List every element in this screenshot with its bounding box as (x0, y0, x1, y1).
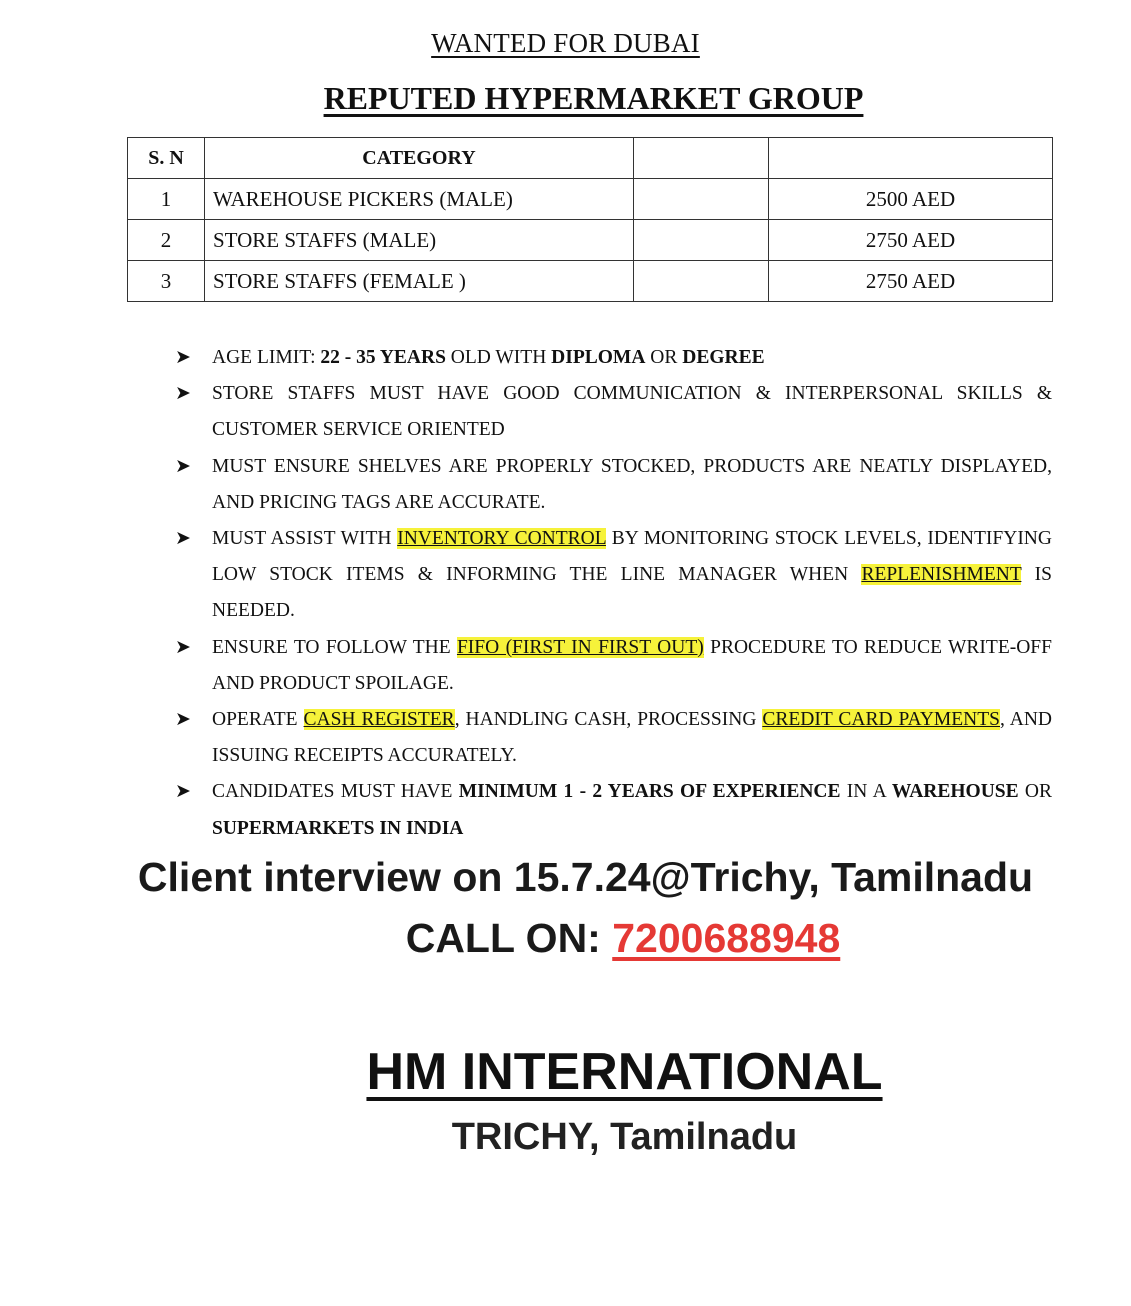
bold-text: WAREHOUSE (891, 781, 1019, 803)
row-sn: 3 (128, 261, 205, 302)
table-header-row (128, 138, 1053, 179)
company-name (0, 1042, 1131, 1102)
arrow-bullet-icon: ➤ (175, 636, 191, 658)
highlighted-text: REPLENISHMENT (861, 564, 1022, 586)
call-label: CALL ON: (405, 915, 613, 961)
row-sn: 1 (128, 179, 205, 220)
header-salary-redacted (769, 138, 1053, 179)
table-row (128, 179, 1053, 220)
requirements-list (175, 340, 1052, 847)
phone-number[interactable]: 7200688948 (612, 915, 841, 961)
bold-text: DEGREE (682, 347, 765, 368)
highlighted-text: CASH REGISTER (303, 709, 455, 731)
requirement-item (175, 521, 1052, 630)
row-category: STORE STAFFS (FEMALE ) (205, 261, 634, 302)
requirement-item (175, 630, 1052, 702)
requirement-text: PROCEDURE TO REDUCE WRITE-OFF AND PRODUCT SPOILAGE. (212, 636, 1052, 694)
row-salary: 2750 AED (769, 220, 1053, 261)
arrow-bullet-icon: ➤ (175, 528, 191, 550)
requirement-text: OLD WITH (445, 347, 552, 368)
row-redacted (634, 179, 769, 220)
interview-notice: Client interview on 15.7.24@Trichy, Tamilnadu (137, 854, 1034, 900)
requirement-text: ENSURE TO FOLLOW THE (212, 636, 457, 658)
header-category: CATEGORY (205, 138, 634, 179)
requirement-item (175, 774, 1052, 846)
flyer-title: WANTED FOR DUBAI (431, 28, 700, 58)
highlighted-text: CREDIT CARD PAYMENTS (762, 709, 1000, 731)
arrow-bullet-icon: ➤ (175, 781, 191, 803)
call-line (0, 915, 1131, 962)
requirement-text: IN A (840, 781, 892, 803)
requirement-text: OR (645, 347, 683, 368)
bold-text: MINIMUM 1 - 2 YEARS OF EXPERIENCE (458, 781, 841, 803)
row-salary: 2500 AED (769, 179, 1053, 220)
row-category: WAREHOUSE PICKERS (MALE) (205, 179, 634, 220)
requirement-text: OPERATE (212, 709, 304, 731)
arrow-bullet-icon: ➤ (175, 347, 191, 368)
requirement-text: BY MONITORING STOCK LEVELS, IDENTIFYING LOW STOCK ITEMS & INFORMING THE LINE MANAGER WHEN (212, 528, 1052, 586)
bold-text: DIPLOMA (551, 347, 646, 368)
requirement-text: OR (1018, 781, 1053, 803)
bold-text: SUPERMARKETS IN INDIA (212, 817, 464, 839)
table-row (128, 220, 1053, 261)
highlighted-text: INVENTORY CONTROL (397, 528, 606, 550)
requirement-item (175, 449, 1052, 521)
arrow-bullet-icon: ➤ (175, 383, 191, 405)
header-redacted (634, 138, 769, 179)
requirement-text: STORE STAFFS MUST HAVE GOOD COMMUNICATION & INTERPERSONAL SKILLS & CUSTOMER SERVICE ORIENTED (212, 383, 1052, 441)
row-sn: 2 (128, 220, 205, 261)
requirement-item (175, 340, 1052, 376)
arrow-bullet-icon: ➤ (175, 455, 191, 477)
requirement-text: MUST ENSURE SHELVES ARE PROPERLY STOCKED, PRODUCTS ARE NEATLY DISPLAYED, AND PRICING TAGS ARE ACCURATE. (212, 455, 1052, 513)
row-redacted (634, 220, 769, 261)
company-name-text: HM INTERNATIONAL (366, 1043, 883, 1101)
header-sn: S. N (128, 138, 205, 179)
requirement-text: AGE LIMIT: (212, 347, 321, 368)
job-table (127, 137, 1053, 302)
requirement-text: , HANDLING CASH, PROCESSING (454, 709, 763, 731)
arrow-bullet-icon: ➤ (175, 709, 191, 731)
bold-text: 22 - 35 YEARS (320, 347, 446, 368)
flyer-subtitle: REPUTED HYPERMARKET GROUP (323, 80, 864, 116)
company-location: TRICHY, Tamilnadu (451, 1116, 798, 1158)
requirement-text: , AND ISSUING RECEIPTS ACCURATELY. (212, 709, 1052, 767)
requirement-text: IS NEEDED. (212, 564, 1052, 622)
highlighted-text: FIFO (FIRST IN FIRST OUT) (456, 636, 704, 658)
row-category: STORE STAFFS (MALE) (205, 220, 634, 261)
row-salary: 2750 AED (769, 261, 1053, 302)
row-redacted (634, 261, 769, 302)
table-row (128, 261, 1053, 302)
requirement-text: CANDIDATES MUST HAVE (212, 781, 459, 803)
requirement-text: MUST ASSIST WITH (212, 528, 398, 550)
requirement-item (175, 702, 1052, 774)
requirement-item (175, 376, 1052, 448)
